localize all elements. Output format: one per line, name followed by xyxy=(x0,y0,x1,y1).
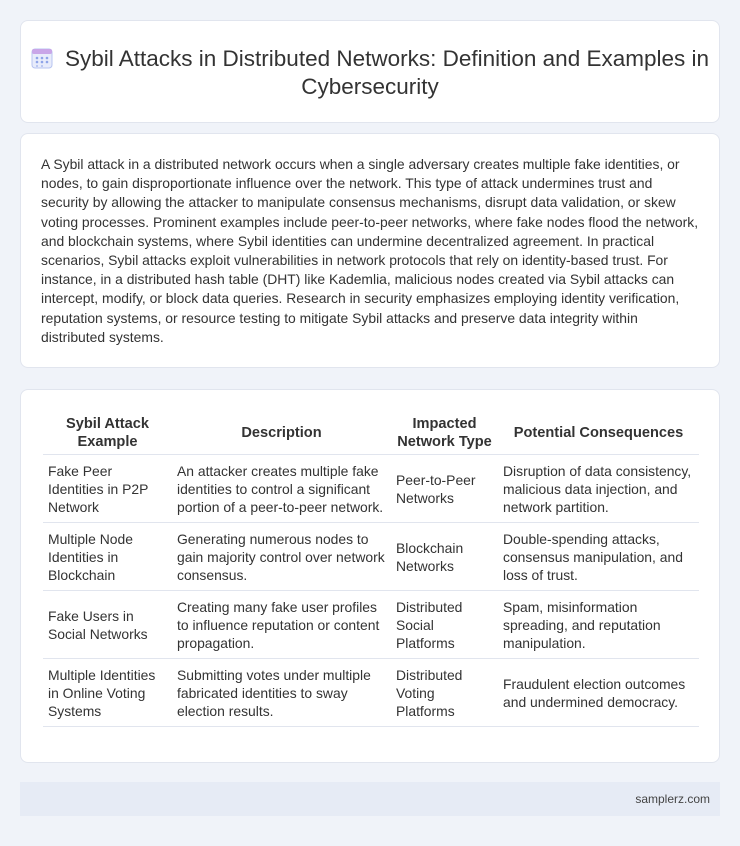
table-card xyxy=(20,389,720,763)
cell-example: Fake Peer Identities in P2P Network xyxy=(43,455,172,523)
cell-network-type: Distributed Voting Platforms xyxy=(391,659,498,727)
table-header-row xyxy=(43,412,699,455)
cell-network-type: Distributed Social Platforms xyxy=(391,591,498,659)
page-title-wrap xyxy=(21,45,719,101)
footer-site-link[interactable]: samplerz.com xyxy=(635,792,710,806)
table-row xyxy=(43,455,699,523)
table-row xyxy=(43,591,699,659)
cell-consequences: Double-spending attacks, consensus manipulation, and loss of trust. xyxy=(498,523,699,591)
cell-consequences: Disruption of data consistency, malicious data injection, and network partition. xyxy=(498,455,699,523)
calendar-grid-icon xyxy=(31,47,53,69)
cell-network-type: Blockchain Networks xyxy=(391,523,498,591)
cell-consequences: Fraudulent election outcomes and undermined democracy. xyxy=(498,659,699,727)
column-header-consequences: Potential Consequences xyxy=(498,412,699,455)
cell-consequences: Spam, misinformation spreading, and reputation manipulation. xyxy=(498,591,699,659)
cell-description: Submitting votes under multiple fabricated identities to sway election results. xyxy=(172,659,391,727)
cell-description: An attacker creates multiple fake identities to control a significant portion of a peer-to-peer network. xyxy=(172,455,391,523)
cell-example: Fake Users in Social Networks xyxy=(43,591,172,659)
intro-card xyxy=(20,133,720,368)
cell-description: Creating many fake user profiles to influence reputation or content propagation. xyxy=(172,591,391,659)
cell-example: Multiple Identities in Online Voting Systems xyxy=(43,659,172,727)
column-header-example: Sybil Attack Example xyxy=(43,412,172,455)
table-row xyxy=(43,523,699,591)
examples-table xyxy=(43,412,699,727)
cell-description: Generating numerous nodes to gain majority control over network consensus. xyxy=(172,523,391,591)
intro-paragraph: A Sybil attack in a distributed network occurs when a single adversary creates multiple fake identities, or nodes, to gain disproportionate influence over the network. This type of attack undermines trust and security by allowing the attacker to manipulate consensus mechanisms, disrupt data validation, or skew voting processes. Prominent examples include peer-to-peer networks, where fake nodes flood the network, and blockchain systems, where Sybil identities can undermine decentralized agreement. In practical scenarios, Sybil attacks exploit vulnerabilities in network protocols that rely on identity-based trust. For instance, in a distributed hash table (DHT) like Kademlia, malicious nodes created via Sybil attacks can intercept, modify, or block data queries. Research in security emphasizes employing identity verification, reputation systems, or resource testing to mitigate Sybil attacks and preserve data integrity within distributed systems. xyxy=(41,156,699,345)
column-header-description: Description xyxy=(172,412,391,455)
footer-bar xyxy=(20,782,720,816)
column-header-network-type: Impacted Network Type xyxy=(391,412,498,455)
table-row xyxy=(43,659,699,727)
cell-network-type: Peer-to-Peer Networks xyxy=(391,455,498,523)
title-card xyxy=(20,20,720,123)
page-title: Sybil Attacks in Distributed Networks: Definition and Examples in Cybersecurity xyxy=(64,46,710,99)
cell-example: Multiple Node Identities in Blockchain xyxy=(43,523,172,591)
